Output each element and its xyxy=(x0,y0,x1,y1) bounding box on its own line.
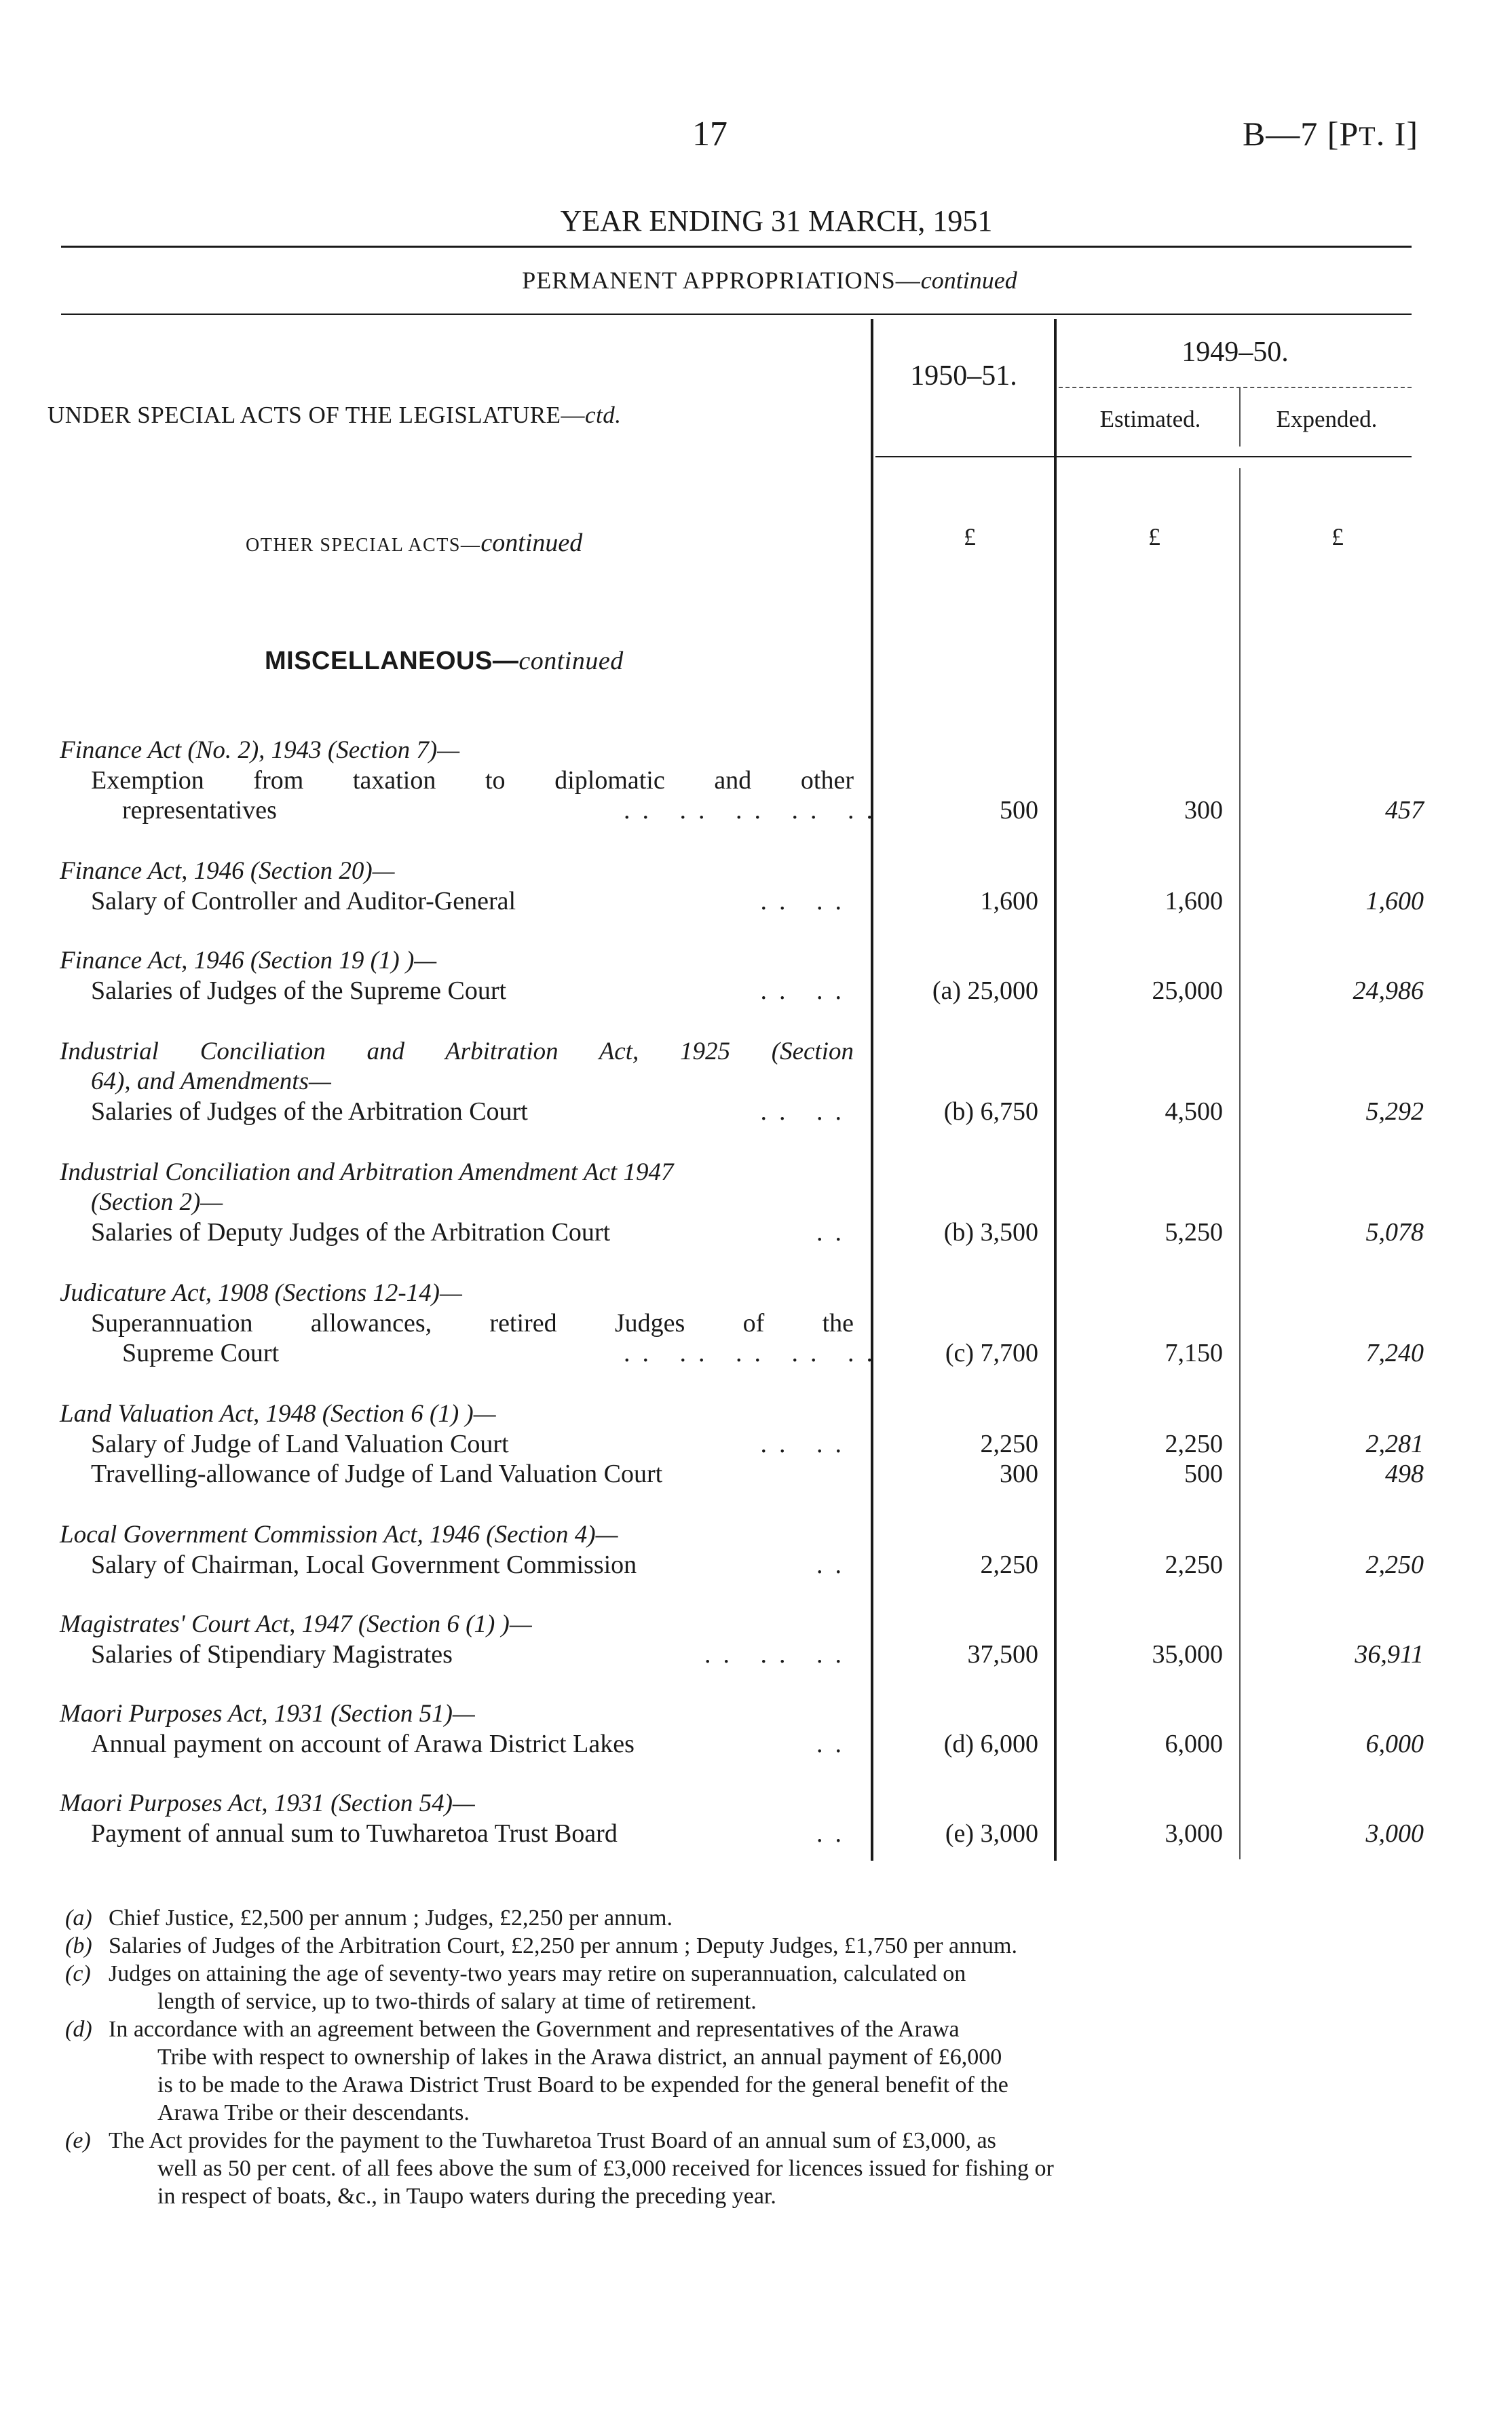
column-header-1949-50: 1949–50. xyxy=(1182,337,1289,368)
footnote xyxy=(65,1904,1420,1932)
act-title: Finance Act (No. 2), 1943 (Section 7)— xyxy=(60,736,460,764)
act-title-continued: (Section 2)— xyxy=(91,1188,223,1216)
footnote-key: (d) xyxy=(65,2017,92,2042)
value-expended: 3,000 xyxy=(1365,1819,1424,1848)
subheading-main: PERMANENT APPROPRIATIONS— xyxy=(522,267,921,294)
act-title: Maori Purposes Act, 1931 (Section 51)— xyxy=(60,1700,475,1728)
value-1950-51: (d) 6,000 xyxy=(943,1730,1038,1758)
value-1950-51: 2,250 xyxy=(980,1551,1038,1579)
value-expended: 2,250 xyxy=(1365,1551,1424,1579)
value-estimated: 5,250 xyxy=(1165,1218,1223,1247)
footnote-key: (e) xyxy=(65,2128,91,2153)
value-estimated: 35,000 xyxy=(1152,1640,1223,1669)
footnote xyxy=(65,1932,1420,1960)
value-expended: 1,600 xyxy=(1365,887,1424,915)
column-group-rule xyxy=(1059,387,1412,388)
column-divider xyxy=(871,319,873,1861)
footnote-text: Chief Justice, £2,500 per annum ; Judges, £2,250 per annum. xyxy=(109,1905,673,1931)
other-acts-italic: continued xyxy=(480,529,583,557)
group-heading-other-acts xyxy=(246,528,582,558)
doc-ref-main: B—7 [P xyxy=(1242,115,1359,153)
value-1950-51: 37,500 xyxy=(967,1640,1038,1669)
value-estimated: 500 xyxy=(1184,1460,1223,1488)
appropriations-subheading xyxy=(0,266,1512,295)
entry-description: Salaries of Deputy Judges of the Arbitration Court .. xyxy=(91,1218,854,1247)
act-title: Local Government Commission Act, 1946 (Section 4)— xyxy=(60,1521,618,1549)
footnote-key: (b) xyxy=(65,1933,92,1958)
value-estimated: 6,000 xyxy=(1165,1730,1223,1758)
value-estimated: 1,600 xyxy=(1165,887,1223,915)
act-title: Maori Purposes Act, 1931 (Section 54)— xyxy=(60,1789,475,1817)
act-title: Industrial Conciliation and Arbitration Act, 1925 (Section xyxy=(60,1038,854,1065)
value-1950-51: (c) 7,700 xyxy=(945,1339,1038,1367)
value-1950-51: (a) 25,000 xyxy=(932,976,1038,1005)
act-title: Judicature Act, 1908 (Sections 12-14)— xyxy=(60,1279,462,1307)
column-header-expended: Expended. xyxy=(1276,406,1378,432)
value-expended: 457 xyxy=(1385,796,1424,824)
entry-description: Superannuation allowances, retired Judges of the xyxy=(91,1309,854,1338)
top-rule xyxy=(61,246,1412,248)
value-expended: 5,078 xyxy=(1365,1218,1424,1247)
page-number: 17 xyxy=(692,115,727,153)
footnote-text: The Act provides for the payment to the Tuwharetoa Trust Board of an annual sum of £3,000, as xyxy=(109,2128,996,2153)
column-divider xyxy=(1054,319,1057,1861)
act-title: Finance Act, 1946 (Section 19 (1) )— xyxy=(60,947,437,974)
value-1950-51: 300 xyxy=(1000,1460,1038,1488)
value-estimated: 7,150 xyxy=(1165,1339,1223,1367)
act-title: Land Valuation Act, 1948 (Section 6 (1) )— xyxy=(60,1400,496,1428)
footnote-continuation: Arawa Tribe or their descendants. xyxy=(157,2100,470,2125)
column-divider xyxy=(1239,387,1241,447)
group-heading-miscellaneous xyxy=(265,646,624,676)
value-expended: 6,000 xyxy=(1365,1730,1424,1758)
act-title-continued: 64), and Amendments— xyxy=(91,1067,331,1095)
footnote-continuation: length of service, up to two-thirds of salary at time of retirement. xyxy=(157,1989,757,2014)
value-estimated: 2,250 xyxy=(1165,1430,1223,1458)
currency-symbol: £ xyxy=(1331,523,1344,550)
entry-description: Supreme Court .. .. .. .. .. xyxy=(122,1339,885,1367)
value-expended: 5,292 xyxy=(1365,1097,1424,1126)
entry-description: Travelling-allowance of Judge of Land Valuation Court xyxy=(91,1460,663,1488)
value-1950-51: (b) 3,500 xyxy=(943,1218,1038,1247)
entry-description: Salary of Controller and Auditor-General .. .. xyxy=(91,887,854,915)
value-estimated: 3,000 xyxy=(1165,1819,1223,1848)
value-estimated: 25,000 xyxy=(1152,976,1223,1005)
value-expended: 2,281 xyxy=(1365,1430,1424,1458)
footnote-text: Judges on attaining the age of seventy-two years may retire on superannuation, calculated on xyxy=(109,1961,966,1986)
entry-description: representatives .. .. .. .. .. xyxy=(122,796,885,824)
footnote xyxy=(65,2127,1420,2155)
value-expended: 7,240 xyxy=(1365,1339,1424,1367)
footnote-continuation: well as 50 per cent. of all fees above the sum of £3,000 received for licences issued for fishing or xyxy=(157,2156,1054,2181)
entry-description: Payment of annual sum to Tuwharetoa Trust Board .. xyxy=(91,1819,854,1848)
entry-description: Exemption from taxation to diplomatic and other xyxy=(91,766,854,795)
footnote xyxy=(65,1960,1420,1988)
other-acts-main: OTHER SPECIAL ACTS— xyxy=(246,535,481,556)
misc-italic: continued xyxy=(518,647,624,675)
value-1950-51: (e) 3,000 xyxy=(945,1819,1038,1848)
value-1950-51: 500 xyxy=(1000,796,1038,824)
section-title xyxy=(48,402,621,429)
section-title-main: UNDER SPECIAL ACTS OF THE LEGISLATURE— xyxy=(48,402,585,428)
footnote-text: Salaries of Judges of the Arbitration Court, £2,250 per annum ; Deputy Judges, £1,750 per annum. xyxy=(109,1933,1017,1958)
doc-ref-smallcap: T xyxy=(1359,121,1376,151)
value-expended: 24,986 xyxy=(1353,976,1424,1005)
doc-ref-end: . I] xyxy=(1376,115,1418,153)
entry-description: Salaries of Stipendiary Magistrates .. .. .. xyxy=(91,1640,854,1669)
column-header-estimated: Estimated. xyxy=(1099,406,1201,432)
currency-symbol: £ xyxy=(964,523,976,550)
value-estimated: 2,250 xyxy=(1165,1551,1223,1579)
column-divider xyxy=(1239,468,1241,1859)
entry-description: Salaries of Judges of the Supreme Court .. .. xyxy=(91,976,854,1005)
footnote-text: In accordance with an agreement between the Government and representatives of the Arawa xyxy=(109,2017,960,2042)
footnote-continuation: Tribe with respect to ownership of lakes in the Arawa district, an annual payment of £6,000 xyxy=(157,2045,1002,2070)
value-expended: 36,911 xyxy=(1355,1640,1424,1669)
act-title: Industrial Conciliation and Arbitration Amendment Act 1947 xyxy=(60,1158,674,1186)
entry-description: Salaries of Judges of the Arbitration Court .. .. xyxy=(91,1097,854,1126)
column-header-1950-51: 1950–51. xyxy=(910,360,1017,392)
value-estimated: 4,500 xyxy=(1165,1097,1223,1126)
subheading-rule xyxy=(61,314,1412,315)
footnote-key: (c) xyxy=(65,1961,91,1986)
entry-description: Salary of Chairman, Local Government Commission .. xyxy=(91,1551,854,1579)
year-heading: YEAR ENDING 31 MARCH, 1951 xyxy=(560,204,993,238)
entry-description: Annual payment on account of Arawa District Lakes .. xyxy=(91,1730,854,1758)
subheading-italic: continued xyxy=(920,267,1017,294)
act-title: Magistrates' Court Act, 1947 (Section 6 (1) )— xyxy=(60,1610,532,1638)
value-estimated: 300 xyxy=(1184,796,1223,824)
value-1950-51: (b) 6,750 xyxy=(943,1097,1038,1126)
value-1950-51: 1,600 xyxy=(980,887,1038,915)
section-title-italic: ctd. xyxy=(584,402,622,428)
footnote-continuation: is to be made to the Arawa District Trust Board to be expended for the general benefit of the xyxy=(157,2072,1008,2098)
document-reference xyxy=(1243,114,1418,153)
currency-symbol: £ xyxy=(1148,523,1160,550)
header-bottom-rule xyxy=(875,456,1412,457)
value-expended: 498 xyxy=(1385,1460,1424,1488)
misc-main: MISCELLANEOUS— xyxy=(265,647,519,675)
footnote-key: (a) xyxy=(65,1905,92,1931)
entry-description: Salary of Judge of Land Valuation Court .. .. xyxy=(91,1430,854,1458)
act-title: Finance Act, 1946 (Section 20)— xyxy=(60,857,395,885)
value-1950-51: 2,250 xyxy=(980,1430,1038,1458)
footnote xyxy=(65,2015,1420,2043)
footnote-continuation: in respect of boats, &c., in Taupo waters during the preceding year. xyxy=(157,2184,776,2209)
